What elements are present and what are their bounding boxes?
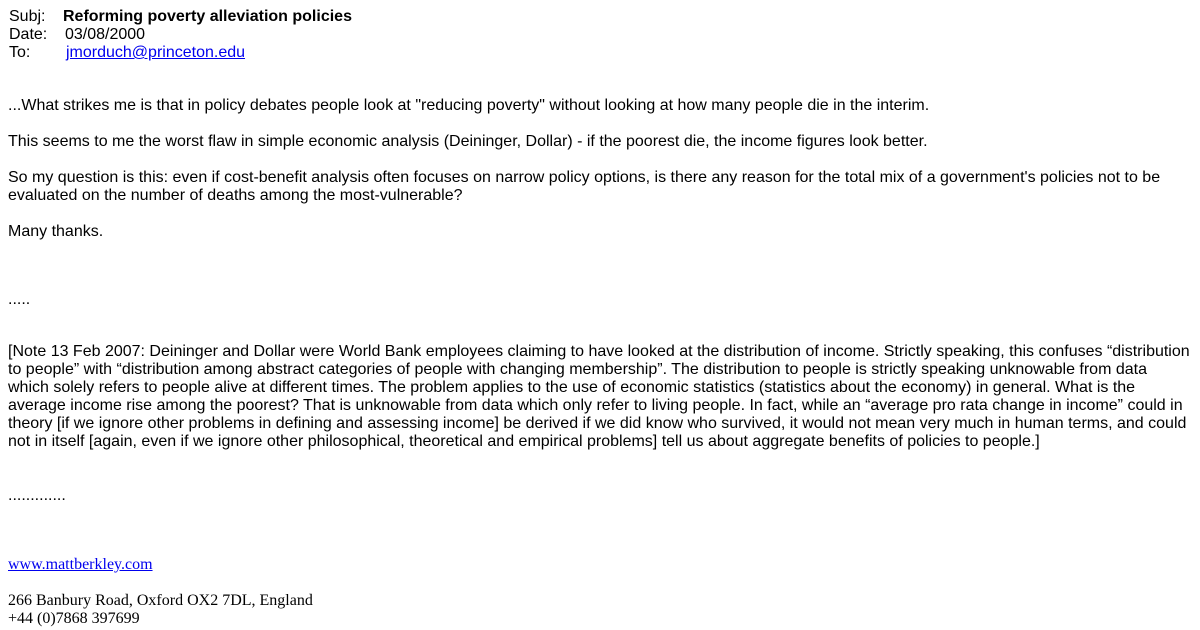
website-link[interactable]: www.mattberkley.com: [8, 556, 153, 573]
to-label: To:: [9, 44, 31, 61]
phone-number: +44 (0)7868 397699: [8, 610, 140, 627]
note-paragraph: [Note 13 Feb 2007: Deininger and Dollar were World Bank employees claiming to have looked at the distribution of income. Strictly speaking, this confuses “distribution to people” with “distribution among abstract categories of people with changing membership”. The distribution to people is strictly speaking unknowable from data which solely refers to people alive at different times. The problem applies to the use of economic statistics (statistics about the economy) in general. What is the average income rise among the poorest? That is unknowable from data which only refer to living people. In fact, while an “average pro rata change in income” could in theory [if we ignore other problems in defining and assessing income] be derived if we did know who survived, it would not mean very much in human terms, and could not in itself [again, even if we ignore other philosophical, theoretical and empirical problems] tell us about aggregate benefits of policies to people.]: [8, 343, 1190, 450]
paragraph-1: ...What strikes me is that in policy debates people look at "reducing poverty" without looking at how many people die in the interim.: [8, 97, 930, 114]
paragraph-3: So my question is this: even if cost-benefit analysis often focuses on narrow policy options, is there any reason for the total mix of a government's policies not to be evaluated on the number of deaths among the most-vulnerable?: [8, 169, 1161, 204]
closing-line: Many thanks.: [8, 223, 104, 240]
date-label: Date:: [9, 26, 48, 43]
separator-dots-short: .....: [8, 291, 31, 308]
separator-dots-long: .............: [8, 487, 66, 504]
recipient-email-link[interactable]: jmorduch@princeton.edu: [66, 44, 246, 61]
subject-label: Subj:: [9, 8, 46, 25]
paragraph-2: This seems to me the worst flaw in simple economic analysis (Deininger, Dollar) - if the poorest die, the income figures look better.: [8, 133, 928, 150]
subject-value: Reforming poverty alleviation policies: [63, 8, 352, 25]
postal-address: 266 Banbury Road, Oxford OX2 7DL, England: [8, 592, 313, 609]
date-value: 03/08/2000: [65, 26, 146, 43]
